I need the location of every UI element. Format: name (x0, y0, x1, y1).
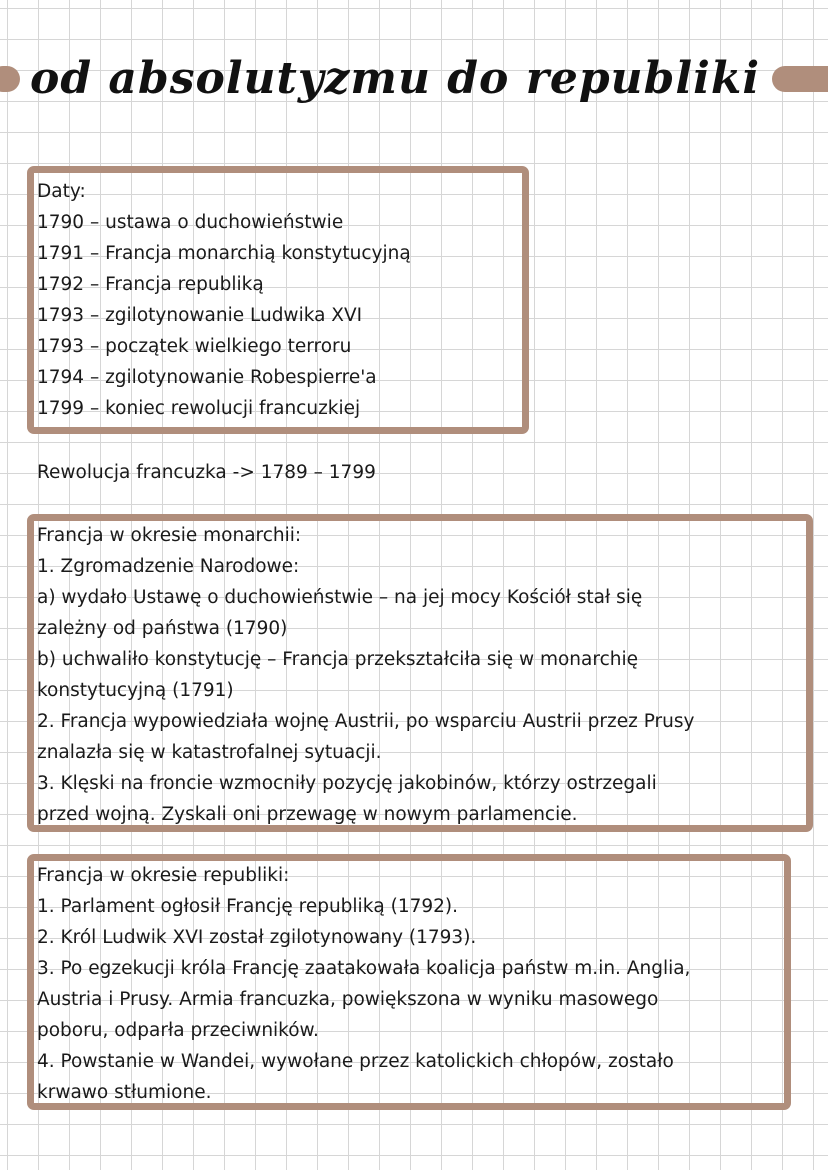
monarchy-line: 3. Klęski na froncie wzmocniły pozycję jakobinów, którzy ostrzegali (37, 773, 657, 794)
republic-list (37, 860, 781, 1108)
republic-line: 1. Parlament ogłosił Francję republiką (1792). (37, 896, 459, 917)
date-item: 1794 – zgilotynowanie Robespierre'a (37, 367, 377, 388)
republic-line: Austria i Prusy. Armia francuzka, powiększona w wyniku masowego (37, 989, 659, 1010)
monarchy-line: 1. Zgromadzenie Narodowe: (37, 556, 300, 577)
republic-line: 2. Król Ludwik XVI został zgilotynowany (1793). (37, 927, 477, 948)
monarchy-line: a) wydało Ustawę o duchowieństwie – na jej mocy Kościół stał się (37, 587, 643, 608)
monarchy-line: 2. Francja wypowiedziała wojnę Austrii, po wsparciu Austrii przez Prusy (37, 711, 695, 732)
date-item: 1793 – początek wielkiego terroru (37, 336, 352, 357)
dates-heading: Daty: (37, 181, 86, 202)
monarchy-line: zależny od państwa (1790) (37, 618, 288, 639)
title-bar-right-decoration (772, 66, 828, 92)
republic-line: 4. Powstanie w Wandei, wywołane przez katolickich chłopów, zostało (37, 1051, 674, 1072)
date-item: 1791 – Francja monarchią konstytucyjną (37, 243, 411, 264)
title-bar-left-decoration (0, 66, 20, 92)
dates-list (37, 176, 517, 424)
monarchy-line: konstytucyjną (1791) (37, 680, 234, 701)
revolution-line: Rewolucja francuzka -> 1789 – 1799 (37, 462, 376, 483)
date-item: 1799 – koniec rewolucji francuzkiej (37, 398, 361, 419)
monarchy-line: b) uchwaliło konstytucję – Francja przekształciła się w monarchię (37, 649, 638, 670)
republic-heading: Francja w okresie republiki: (37, 865, 290, 886)
monarchy-heading: Francja w okresie monarchii: (37, 525, 302, 546)
date-item: 1792 – Francja republiką (37, 274, 264, 295)
monarchy-list (37, 520, 803, 830)
date-item: 1793 – zgilotynowanie Ludwika XVI (37, 305, 363, 326)
page-title: od absolutyzmu do republiki (30, 53, 761, 104)
date-item: 1790 – ustawa o duchowieństwie (37, 212, 344, 233)
republic-line: 3. Po egzekucji króla Francję zaatakowała koalicja państw m.in. Anglia, (37, 958, 691, 979)
republic-line: krwawo stłumione. (37, 1082, 212, 1103)
republic-line: poboru, odparła przeciwników. (37, 1020, 319, 1041)
monarchy-line: znalazła się w katastrofalnej sytuacji. (37, 742, 382, 763)
monarchy-line: przed wojną. Zyskali oni przewagę w nowym parlamencie. (37, 804, 578, 825)
